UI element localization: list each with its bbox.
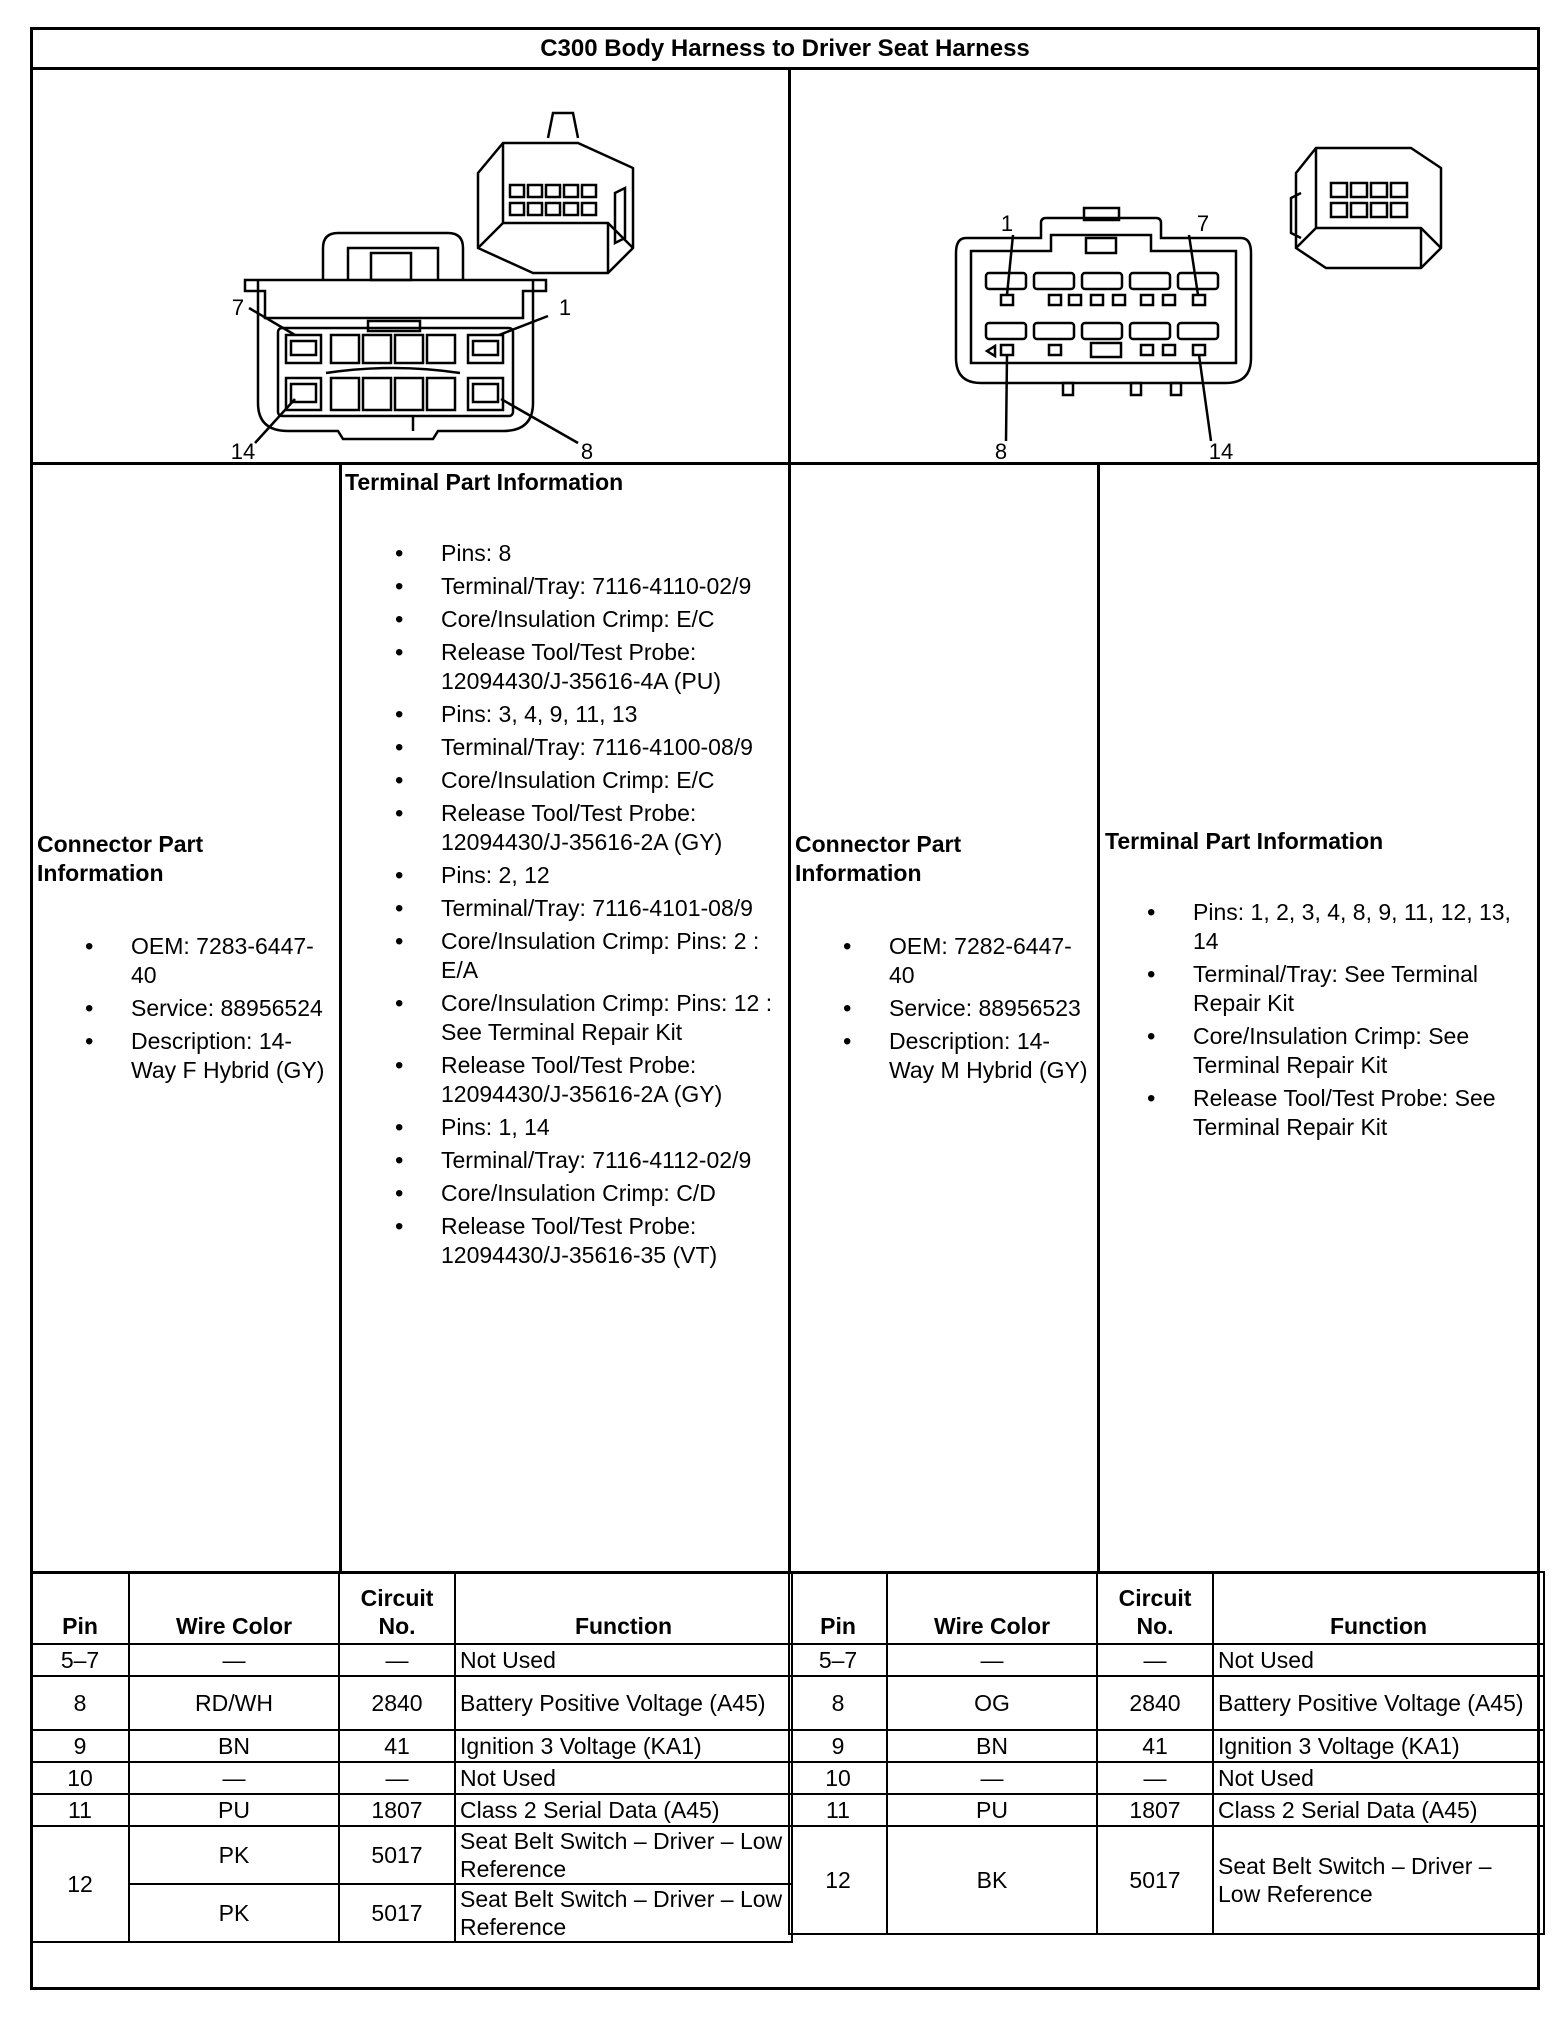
info-item: • Terminal/Tray: 7116-4101-08/9	[393, 894, 783, 923]
info-item: • Release Tool/Test Probe: 12094430/J-35616-4A (PU)	[393, 638, 783, 696]
info-item: • Release Tool/Test Probe: See Terminal Repair Kit	[1145, 1084, 1520, 1142]
info-item: • Service: 88956523	[841, 994, 1091, 1023]
table-row	[31, 1884, 792, 1942]
circuit-cell: 41	[1097, 1730, 1213, 1762]
info-item: • Core/Insulation Crimp: Pins: 2 : E/A	[393, 927, 783, 985]
info-item: • Pins: 1, 2, 3, 4, 8, 9, 11, 12, 13, 14	[1145, 898, 1520, 956]
wire-color-cell: —	[887, 1762, 1097, 1794]
pin-cell: 11	[789, 1794, 887, 1826]
table-row	[31, 1730, 792, 1762]
circuit-cell: 2840	[339, 1676, 455, 1730]
table-row	[789, 1826, 1544, 1934]
table-row	[31, 1826, 792, 1884]
pin-label-7: 7	[1196, 211, 1210, 236]
header-function: Function	[1213, 1572, 1544, 1644]
left-terminal-groups	[345, 539, 783, 1270]
info-item: • Terminal/Tray: See Terminal Repair Kit	[1145, 960, 1520, 1018]
wire-color-cell: PK	[129, 1826, 339, 1884]
pin-label-8: 8	[994, 439, 1008, 462]
header-function: Function	[455, 1572, 792, 1644]
wire-color-cell: —	[887, 1644, 1097, 1676]
wire-color-cell: RD/WH	[129, 1676, 339, 1730]
function-cell: Seat Belt Switch – Driver – Low Reference	[1213, 1826, 1544, 1934]
circuit-cell: 5017	[339, 1884, 455, 1942]
info-item: • Pins: 2, 12	[393, 861, 783, 890]
circuit-cell: 5017	[339, 1826, 455, 1884]
pin-cell: 11	[31, 1794, 129, 1826]
circuit-cell: —	[1097, 1644, 1213, 1676]
function-cell: Ignition 3 Voltage (KA1)	[455, 1730, 792, 1762]
left-terminal-heading: Terminal Part Information	[345, 469, 624, 495]
info-item: • Terminal/Tray: 7116-4100-08/9	[393, 733, 783, 762]
circuit-cell: 2840	[1097, 1676, 1213, 1730]
pin-cell: 9	[31, 1730, 129, 1762]
table-row	[789, 1644, 1544, 1676]
table-row	[31, 1676, 792, 1730]
right-connector-info	[795, 830, 1095, 1089]
table-row	[31, 1762, 792, 1794]
function-cell: Ignition 3 Voltage (KA1)	[1213, 1730, 1544, 1762]
left-connector-info	[37, 830, 337, 1089]
pin-label-14: 14	[230, 439, 256, 462]
circuit-cell: —	[1097, 1762, 1213, 1794]
header-pin: Pin	[31, 1572, 129, 1644]
info-item: • Release Tool/Test Probe: 12094430/J-35616-35 (VT)	[393, 1212, 783, 1270]
function-cell: Seat Belt Switch – Driver – Low Reference	[455, 1826, 792, 1884]
wire-color-cell: —	[129, 1644, 339, 1676]
circuit-cell: 1807	[339, 1794, 455, 1826]
table-row	[31, 1794, 792, 1826]
pin-label-1: 1	[1000, 211, 1014, 236]
wire-color-cell: —	[129, 1762, 339, 1794]
function-cell: Not Used	[455, 1762, 792, 1794]
iso-connector-outline	[478, 143, 633, 273]
pin-cell: 5–7	[31, 1644, 129, 1676]
function-cell: Not Used	[455, 1644, 792, 1676]
table-row	[789, 1762, 1544, 1794]
pin-cell: 12	[789, 1826, 887, 1934]
wire-color-cell: BN	[129, 1730, 339, 1762]
left-connector-heading: Connector Part Information	[37, 831, 204, 886]
info-item: • Terminal/Tray: 7116-4110-02/9	[393, 572, 783, 601]
right-terminal-info	[1105, 827, 1541, 1146]
right-terminal-list	[1105, 898, 1520, 1142]
wire-color-cell: PU	[129, 1794, 339, 1826]
info-item: • Pins: 1, 14	[393, 1113, 783, 1142]
table-row	[789, 1794, 1544, 1826]
info-item: • Core/Insulation Crimp: See Terminal Repair Kit	[1145, 1022, 1520, 1080]
function-cell: Class 2 Serial Data (A45)	[1213, 1794, 1544, 1826]
function-cell: Battery Positive Voltage (A45)	[1213, 1676, 1544, 1730]
female-connector-diagram	[33, 73, 788, 462]
pin-cell: 8	[31, 1676, 129, 1730]
right-connector-list	[795, 932, 1091, 1085]
pin-label-7: 7	[231, 295, 245, 320]
pin-cell: 5–7	[789, 1644, 887, 1676]
wire-color-cell: BN	[887, 1730, 1097, 1762]
pin-label-14: 14	[1208, 439, 1234, 462]
page-title: C300 Body Harness to Driver Seat Harness	[33, 30, 1537, 70]
terminal-group	[393, 861, 783, 1109]
left-terminal-info	[345, 468, 785, 1274]
info-item: • Core/Insulation Crimp: E/C	[393, 766, 783, 795]
info-item: • Release Tool/Test Probe: 12094430/J-35616-2A (GY)	[393, 1051, 783, 1109]
info-divider-left	[339, 462, 342, 1574]
table-row	[31, 1644, 792, 1676]
function-cell: Class 2 Serial Data (A45)	[455, 1794, 792, 1826]
pin-label-1: 1	[558, 295, 572, 320]
info-item: • Core/Insulation Crimp: C/D	[393, 1179, 783, 1208]
wire-color-cell: PU	[887, 1794, 1097, 1826]
info-item: • Pins: 8	[393, 539, 783, 568]
right-connector-heading: Connector Part Information	[795, 831, 962, 886]
pin-cell: 10	[789, 1762, 887, 1794]
header-wire-color: Wire Color	[129, 1572, 339, 1644]
header-pin: Pin	[789, 1572, 887, 1644]
diagram-bottom-rule	[33, 462, 1537, 465]
circuit-cell: 5017	[1097, 1826, 1213, 1934]
info-item: • Terminal/Tray: 7116-4112-02/9	[393, 1146, 783, 1175]
pin-cell: 12	[31, 1826, 129, 1942]
wire-color-cell: OG	[887, 1676, 1097, 1730]
right-terminal-heading: Terminal Part Information	[1105, 828, 1384, 854]
document-frame	[30, 27, 1540, 1990]
left-pin-table	[30, 1571, 793, 1943]
circuit-cell: 41	[339, 1730, 455, 1762]
left-connector-list	[37, 932, 333, 1085]
info-item: • Description: 14-Way F Hybrid (GY)	[83, 1027, 333, 1085]
pin-label-8: 8	[580, 439, 594, 462]
header-wire-color: Wire Color	[887, 1572, 1097, 1644]
pin-cell: 10	[31, 1762, 129, 1794]
header-circuit: Circuit No.	[1097, 1572, 1213, 1644]
circuit-cell: —	[339, 1762, 455, 1794]
terminal-group	[393, 539, 783, 696]
wire-color-cell: BK	[887, 1826, 1097, 1934]
info-item: • OEM: 7282-6447-40	[841, 932, 1091, 990]
terminal-group	[393, 700, 783, 857]
info-item: • Description: 14-Way M Hybrid (GY)	[841, 1027, 1091, 1085]
info-item: • OEM: 7283-6447-40	[83, 932, 333, 990]
terminal-group	[393, 1113, 783, 1270]
info-item: • Release Tool/Test Probe: 12094430/J-35616-2A (GY)	[393, 799, 783, 857]
info-item: • Pins: 3, 4, 9, 11, 13	[393, 700, 783, 729]
function-cell: Seat Belt Switch – Driver – Low Reference	[455, 1884, 792, 1942]
pin-cell: 8	[789, 1676, 887, 1730]
table-row	[789, 1730, 1544, 1762]
table-row	[789, 1676, 1544, 1730]
right-pin-table	[788, 1571, 1545, 1935]
info-divider-right	[1097, 462, 1100, 1574]
wire-color-cell: PK	[129, 1884, 339, 1942]
function-cell: Not Used	[1213, 1762, 1544, 1794]
function-cell: Battery Positive Voltage (A45)	[455, 1676, 792, 1730]
info-item: • Core/Insulation Crimp: E/C	[393, 605, 783, 634]
info-item: • Service: 88956524	[83, 994, 333, 1023]
function-cell: Not Used	[1213, 1644, 1544, 1676]
circuit-cell: —	[339, 1644, 455, 1676]
info-item: • Core/Insulation Crimp: Pins: 12 : See Terminal Repair Kit	[393, 989, 783, 1047]
iso-connector-outline	[1296, 148, 1441, 268]
pin-cell: 9	[789, 1730, 887, 1762]
header-circuit: Circuit No.	[339, 1572, 455, 1644]
male-connector-diagram	[791, 73, 1543, 462]
circuit-cell: 1807	[1097, 1794, 1213, 1826]
